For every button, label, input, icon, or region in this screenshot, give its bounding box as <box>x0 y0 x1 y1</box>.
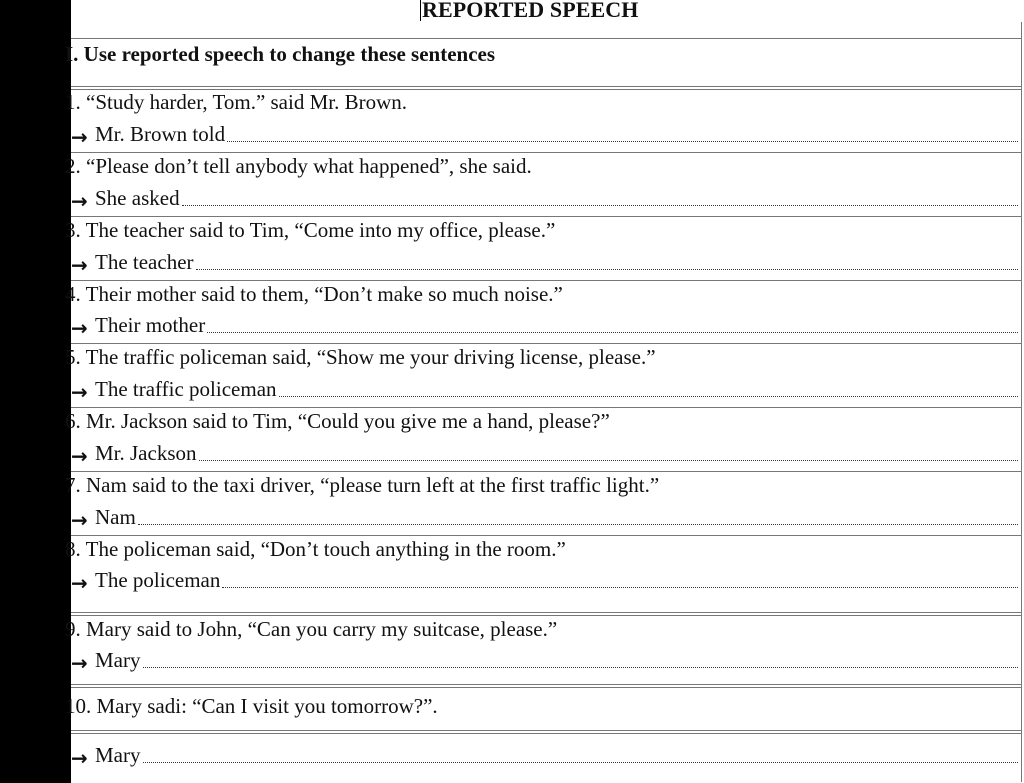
answer-blank[interactable] <box>199 459 1019 461</box>
answer-blank[interactable] <box>138 523 1018 525</box>
answer-blank[interactable] <box>143 761 1019 763</box>
answer-blank[interactable] <box>196 268 1018 270</box>
arrow-icon: → <box>71 651 88 675</box>
answer-line-7[interactable]: → Nam <box>71 505 1022 530</box>
question-9: 9. Mary said to John, “Can you carry my suitcase, please.” <box>65 617 558 641</box>
answer-blank[interactable] <box>207 331 1018 333</box>
answer-line-5[interactable]: → The traffic policeman <box>71 377 1022 402</box>
answer-line-10[interactable]: → Mary <box>71 743 1022 768</box>
text-cursor <box>420 0 421 21</box>
answer-blank[interactable] <box>143 666 1019 668</box>
table-right-border <box>1021 22 1022 782</box>
table-border <box>71 407 1022 408</box>
table-border <box>71 38 1022 39</box>
arrow-icon: → <box>71 508 88 532</box>
table-border <box>71 471 1022 472</box>
arrow-icon: → <box>71 316 88 340</box>
answer-blank[interactable] <box>279 395 1018 397</box>
left-black-margin <box>0 0 71 783</box>
arrow-icon: → <box>71 380 88 404</box>
answer-line-3[interactable]: → The teacher <box>71 250 1022 275</box>
answer-line-2[interactable]: → She asked <box>71 186 1022 211</box>
question-7: 7. Nam said to the taxi driver, “please turn left at the first traffic light.” <box>65 473 660 497</box>
answer-blank[interactable] <box>182 204 1018 206</box>
document-page <box>65 0 1024 783</box>
answer-line-6[interactable]: → Mr. Jackson <box>71 441 1022 466</box>
arrow-icon: → <box>71 571 88 595</box>
table-border <box>71 343 1022 344</box>
table-border <box>71 152 1022 153</box>
arrow-icon: → <box>71 444 88 468</box>
question-4: 4. Their mother said to them, “Don’t make so much noise.” <box>65 282 563 306</box>
table-border <box>71 216 1022 217</box>
table-border <box>71 684 1022 688</box>
answer-blank[interactable] <box>222 586 1018 588</box>
question-10: 10. Mary sadi: “Can I visit you tomorrow?”. <box>65 694 438 718</box>
question-3: 3. The teacher said to Tim, “Come into my office, please.” <box>65 218 556 242</box>
table-border <box>71 612 1022 616</box>
question-6: 6. Mr. Jackson said to Tim, “Could you give me a hand, please?” <box>65 409 610 433</box>
arrow-icon: → <box>71 189 88 213</box>
question-8: 8. The policeman said, “Don’t touch anything in the room.” <box>65 537 566 561</box>
answer-line-4[interactable]: → Their mother <box>71 313 1022 338</box>
answer-line-9[interactable]: → Mary <box>71 648 1022 673</box>
answer-blank[interactable] <box>227 140 1018 142</box>
question-1: 1. “Study harder, Tom.” said Mr. Brown. <box>65 90 408 114</box>
arrow-icon: → <box>71 746 88 770</box>
document-title: REPORTED SPEECH <box>422 0 639 22</box>
table-border <box>71 280 1022 281</box>
arrow-icon: → <box>71 253 88 277</box>
table-border <box>71 730 1022 734</box>
exercise-heading: I. Use reported speech to change these sentences <box>65 42 496 66</box>
answer-line-1[interactable]: → Mr. Brown told <box>71 122 1022 147</box>
table-border <box>71 535 1022 536</box>
question-2: 2. “Please don’t tell anybody what happened”, she said. <box>65 154 532 178</box>
question-5: 5. The traffic policeman said, “Show me your driving license, please.” <box>65 345 656 369</box>
answer-line-8[interactable]: → The policeman <box>71 568 1022 593</box>
arrow-icon: → <box>71 125 88 149</box>
